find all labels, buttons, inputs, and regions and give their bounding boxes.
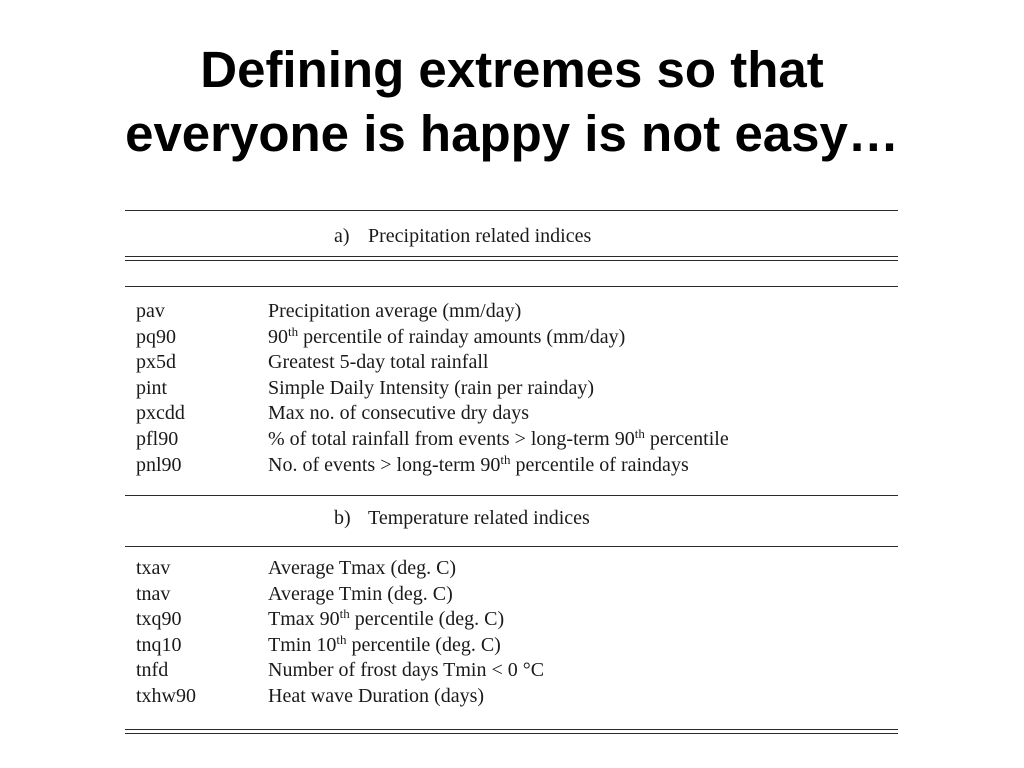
section-letter: b) [334,507,351,529]
description-text: percentile (deg. C) [349,608,505,631]
section-rule [125,260,898,261]
index-code: pav [136,300,165,322]
description-text: percentile of rainday amounts (mm/day) [298,325,626,348]
section-rule [125,546,898,547]
title-line-2: everyone is happy is not easy… [125,105,899,162]
description-text: Average Tmin (deg. C) [268,582,453,605]
index-code: pint [136,376,168,399]
index-description [268,427,729,453]
index-code: txav [136,557,171,579]
index-description [268,350,488,376]
ordinal-suffix: th [336,631,347,647]
description-text: Number of frost days Tmin < 0 °C [268,659,545,682]
description-text: Tmin 10 [268,633,337,656]
index-description [268,325,625,351]
title-line-1: Defining extremes so that [200,41,824,98]
index-description [268,582,453,608]
section-heading-temperature [334,506,590,530]
index-description [268,556,456,582]
description-text: No. of events > long-term 90 [268,453,501,476]
index-code: px5d [136,351,176,374]
table-top-rule [125,210,898,211]
index-code: txq90 [136,608,182,631]
index-code: tnq10 [136,633,182,656]
description-text: Heat wave Duration (days) [268,684,485,707]
description-text: Tmax 90 [268,608,340,631]
index-description [268,607,504,633]
section-letter: a) [334,225,350,247]
ordinal-suffix: th [500,451,511,467]
ordinal-suffix: th [339,606,350,622]
index-code: pnl90 [136,453,182,476]
index-description [268,299,521,325]
description-text: percentile (deg. C) [346,633,501,656]
description-text: percentile [644,427,729,450]
index-code: tnav [136,582,171,605]
section-rule [125,256,898,257]
ordinal-suffix: th [634,425,645,441]
description-text: Greatest 5-day total rainfall [268,351,489,374]
index-code: pfl90 [136,427,179,450]
ordinal-suffix: th [288,323,299,339]
index-code: pxcdd [136,402,185,425]
section-title: Temperature related indices [368,507,590,529]
description-text: percentile of raindays [510,453,689,476]
description-text: Max no. of consecutive dry days [268,402,530,425]
section-title: Precipitation related indices [368,225,592,247]
index-description [268,684,484,710]
description-text: Precipitation average (mm/day) [268,300,522,322]
index-description [268,453,689,479]
description-text: 90 [268,325,288,348]
slide-title [0,38,1024,166]
index-description [268,401,529,427]
index-description [268,633,501,659]
description-text: Simple Daily Intensity (rain per rainday) [268,376,595,399]
section-rule [125,286,898,287]
table-bottom-rule [125,733,898,734]
section-heading-precipitation [334,224,591,248]
index-code: tnfd [136,659,169,682]
description-text: % of total rainfall from events > long-term 90 [268,427,635,450]
description-text: Average Tmax (deg. C) [268,557,457,579]
section-rule [125,495,898,496]
index-code: pq90 [136,325,176,348]
table-bottom-rule [125,729,898,730]
index-description [268,376,594,402]
index-description [268,658,544,684]
index-code: txhw90 [136,684,196,707]
